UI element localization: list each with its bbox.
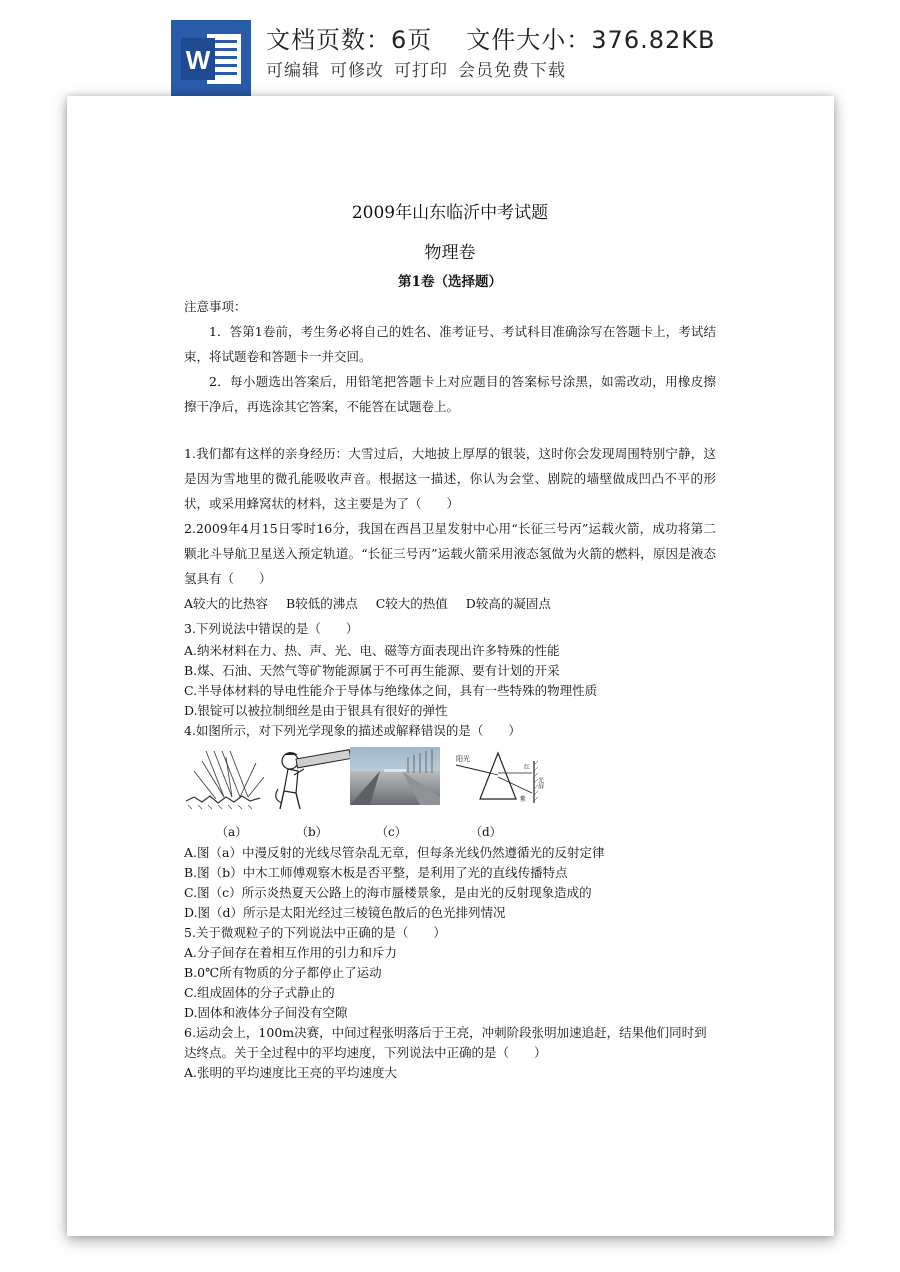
option-d: D.银锭可以被拉制细丝是由于银具有很好的弹性 <box>184 703 448 718</box>
option-d: D.固体和液体分子间没有空隙 <box>184 1005 348 1020</box>
feature-modifiable: 可修改 <box>330 61 384 81</box>
feature-printable: 可打印 <box>394 61 448 81</box>
question-2-options <box>184 591 716 616</box>
red-label: 红 <box>524 764 531 771</box>
figure-a-diffuse-reflection <box>184 747 266 813</box>
notice-item-2: 2．每小题选出答案后，用铅笔把答题卡上对应题目的答案标号涂黑，如需改动，用橡皮擦擦干净后，再选涂其它答案，不能答在试题卷上。 <box>184 374 716 414</box>
exam-subtitle: 物理卷 <box>424 243 476 263</box>
option-a: A.图（a）中漫反射的光线尽管杂乱无章，但每条光线仍然遵循光的反射定律 <box>184 845 605 860</box>
screen-label: 光屏 <box>536 777 544 789</box>
document-content <box>184 190 716 1083</box>
sunlight-label: 阳光 <box>456 755 470 763</box>
word-document-icon <box>171 20 251 96</box>
figure-label-c: （c） <box>376 825 407 839</box>
file-info <box>266 20 715 55</box>
option-c: C.半导体材料的导电性能介于导体与绝缘体之间，具有一些特殊的物理性质 <box>184 683 598 698</box>
file-size: 文件大小：376.82KB <box>466 26 716 54</box>
question-1: 1.我们都有这样的亲身经历：大雪过后，大地披上厚厚的银装，这时你会发现周围特别宁静，这是因为雪地里的微孔能吸收声音。根据这一描述，你认为会堂、剧院的墙壁做成凹凸不平的形状，或采用蜂窝状的材料，这主要是为了（ ） <box>184 446 716 511</box>
option-c: C.图（c）所示炎热夏天公路上的海市蜃楼景象，是由光的反射现象造成的 <box>184 885 592 900</box>
section-heading: 第1卷（选择题） <box>398 274 502 290</box>
question-4: 4.如图所示，对下列光学现象的描述或解释错误的是（ ） <box>184 723 521 738</box>
question-2: 2.2009年4月15日零时16分，我国在西昌卫星发射中心用“长征三号丙”运载火箭，成功将第二颗北斗导航卫星送入预定轨道。“长征三号丙”运载火箭采用液态氢做为火箭的燃料，原因是液态氢具有（ ） <box>184 521 716 586</box>
option-a: A.纳米材料在力、热、声、光、电、磁等方面表现出许多特殊的性能 <box>184 643 560 658</box>
feature-list <box>266 56 576 81</box>
option-d: D.图（d）所示是太阳光经过三棱镜色散后的色光排列情况 <box>184 905 506 920</box>
question-3: 3.下列说法中错误的是（ ） <box>184 621 359 636</box>
option-a: A较大的比热容 <box>184 596 269 611</box>
page-count: 文档页数：6页 <box>266 26 433 54</box>
figure-label-a: （a） <box>216 825 248 839</box>
figure-c-mirage-road <box>350 747 440 805</box>
option-a: A.分子间存在着相互作用的引力和斥力 <box>184 945 398 960</box>
question-5: 5.关于微观粒子的下列说法中正确的是（ ） <box>184 925 446 940</box>
feature-member-download[interactable]: 会员免费下载 <box>458 61 566 81</box>
exam-title: 2009年山东临沂中考试题 <box>351 203 549 223</box>
notice-title: 注意事项： <box>184 299 247 314</box>
option-b: B.0℃所有物质的分子都停止了运动 <box>184 965 382 980</box>
notice-item-1: 1．答第1卷前，考生务必将自己的姓名、准考证号、考试科目准确涂写在答题卡上，考试结束，将试题卷和答题卡一并交回。 <box>184 324 716 364</box>
figure-b-carpenter <box>274 747 352 813</box>
option-a: A.张明的平均速度比王亮的平均速度大 <box>184 1065 398 1080</box>
question-4-figures <box>184 747 716 821</box>
option-b: B.图（b）中木工师傅观察木板是否平整，是利用了光的直线传播特点 <box>184 865 568 880</box>
figure-labels <box>184 821 716 843</box>
figure-label-d: （d） <box>470 825 502 839</box>
option-c: C.组成固体的分子式静止的 <box>184 985 335 1000</box>
option-c: C较大的热值 <box>375 596 448 611</box>
violet-label: 紫 <box>520 796 527 803</box>
figure-label-b: （b） <box>296 825 328 839</box>
figure-d-prism <box>454 747 554 809</box>
option-b: B较低的沸点 <box>286 596 358 611</box>
option-b: B.煤、石油、天然气等矿物能源属于不可再生能源、要有计划的开采 <box>184 663 560 678</box>
option-d: D较高的凝固点 <box>465 596 551 611</box>
download-banner <box>0 0 900 96</box>
question-6: 6.运动会上，100m决赛，中间过程张明落后于王亮，冲刺阶段张明加速追赶，结果他们同时到达终点。关于全过程中的平均速度，下列说法中正确的是（ ） <box>184 1025 707 1060</box>
word-icon-letter: W <box>185 45 211 75</box>
feature-editable: 可编辑 <box>266 61 320 81</box>
